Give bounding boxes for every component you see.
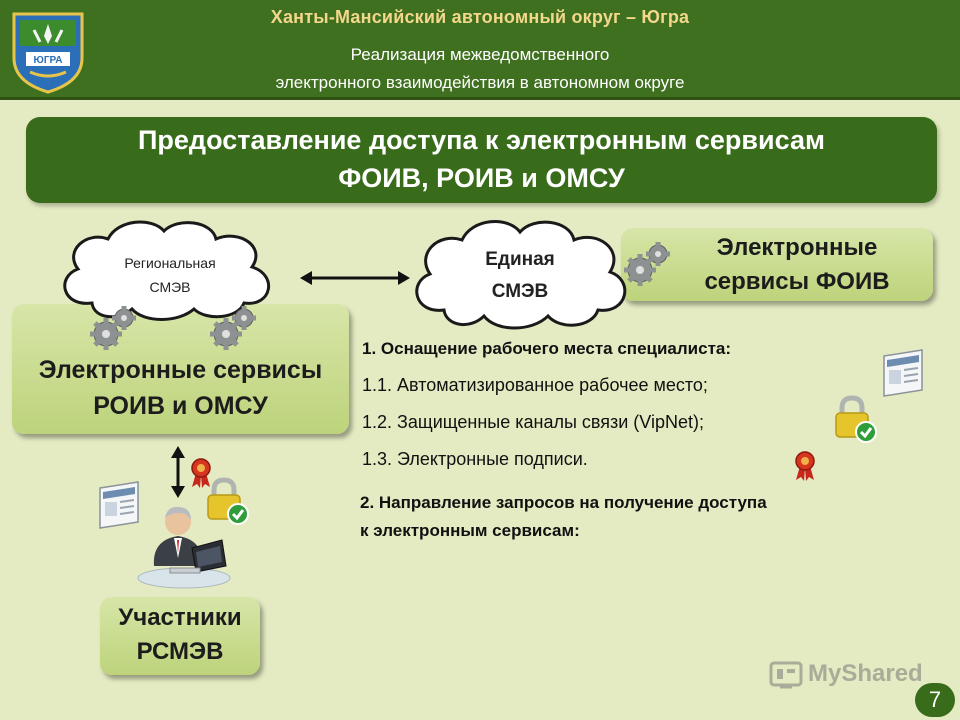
- double-arrow-icon: [168, 446, 188, 498]
- watermark-text: MyShared: [808, 660, 923, 687]
- box-regional-services-line1: Электронные сервисы: [38, 356, 323, 384]
- slide-title-banner: [26, 117, 937, 203]
- box-regional-services-line2: РОИВ и ОМСУ: [93, 392, 268, 420]
- box-federal-services-line2: сервисы ФОИВ: [704, 268, 890, 295]
- gear-icon: [622, 238, 674, 290]
- list-heading-requests-line2: к электронным сервисам:: [360, 521, 580, 540]
- myshared-logo-icon: [768, 656, 804, 694]
- header-subtitle-line2: электронного взаимодействия в автономном округе: [275, 73, 685, 92]
- list-item-e-signatures: 1.3. Электронные подписи.: [362, 449, 588, 469]
- double-arrow-icon: [298, 268, 412, 288]
- computer-screen-icon: [880, 348, 926, 400]
- cloud-unified-smev: [404, 214, 634, 332]
- list-heading-requests-line1: 2. Направление запросов на получение доступа: [360, 493, 767, 512]
- box-participants-line1: Участники: [118, 604, 242, 631]
- specialist-at-desk-icon: [134, 496, 234, 590]
- list-item-workstation: 1.1. Автоматизированное рабочее место;: [362, 375, 708, 395]
- list-heading-equipment: 1. Оснащение рабочего места специалиста:: [362, 339, 732, 358]
- header-subtitle-line1: Реализация межведомственного: [350, 45, 610, 64]
- cloud-unified-label-line2: СМЭВ: [491, 281, 549, 302]
- svg-text:ЮГРА: ЮГРА: [33, 55, 63, 66]
- slide-title-line1: Предоставление доступа к электронным сервисам: [138, 125, 825, 155]
- gear-icon: [208, 302, 260, 354]
- slide-title-line2: ФОИВ, РОИВ и ОМСУ: [338, 163, 625, 193]
- box-rsmev-participants: [100, 597, 260, 675]
- gear-icon: [88, 302, 140, 354]
- box-regional-services: [12, 304, 349, 434]
- list-item-secure-channels: 1.2. Защищенные каналы связи (VipNet);: [362, 412, 704, 432]
- cloud-regional-label-line1: Региональная: [124, 255, 216, 271]
- cloud-unified-label-line1: Единая: [485, 249, 555, 270]
- region-title: Ханты-Мансийский автономный округ – Югра: [270, 7, 690, 27]
- page-number-badge: 7: [915, 683, 955, 717]
- box-federal-services-line1: Электронные: [716, 234, 878, 261]
- cloud-regional-label-line2: СМЭВ: [149, 279, 191, 295]
- award-ribbon-icon: [792, 450, 818, 482]
- lock-check-icon: [832, 396, 878, 444]
- box-participants-line2: РСМЭВ: [136, 638, 224, 665]
- header-bar: [0, 0, 960, 100]
